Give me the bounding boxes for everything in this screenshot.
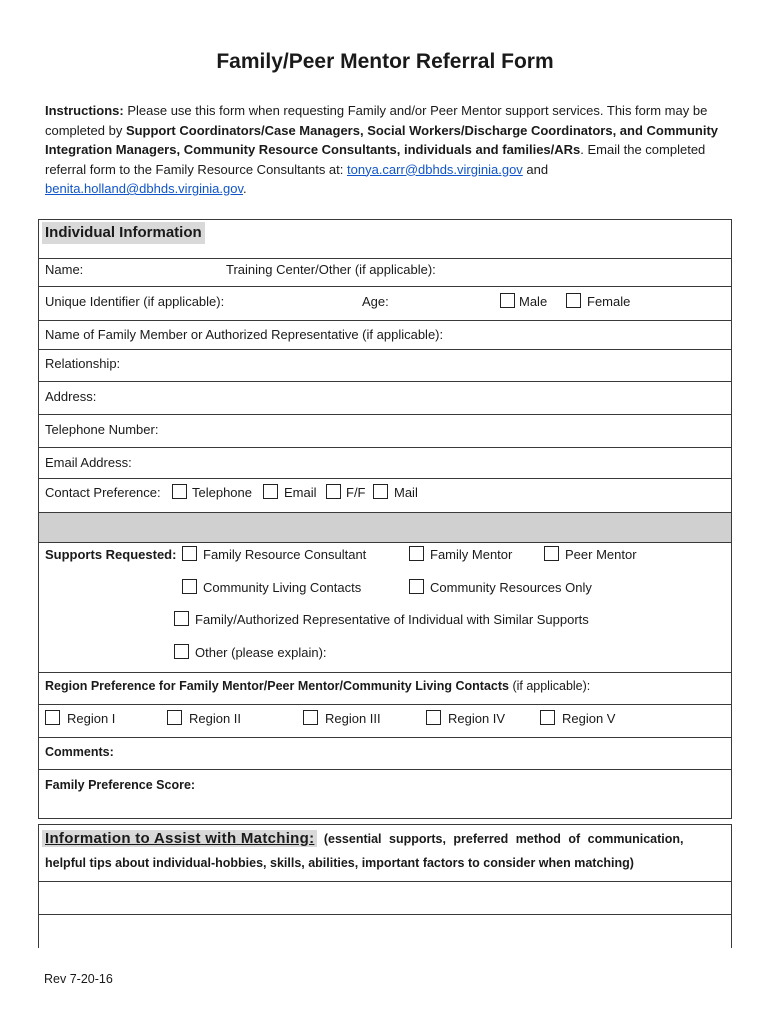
region-3-checkbox[interactable] bbox=[303, 710, 318, 725]
instructions bbox=[45, 101, 735, 199]
family-preference-score-label: Family Preference Score: bbox=[45, 778, 196, 792]
comments-label: Comments: bbox=[45, 745, 114, 759]
family-resource-consultant-checkbox[interactable] bbox=[182, 546, 197, 561]
region-2-label: Region II bbox=[189, 711, 242, 726]
family-resource-consultant-label: Family Resource Consultant bbox=[203, 547, 367, 562]
contact-email-label: Email bbox=[284, 485, 317, 500]
contact-email-checkbox[interactable] bbox=[263, 484, 278, 499]
other-checkbox[interactable] bbox=[174, 644, 189, 659]
email-link-benita[interactable]: benita.holland@dbhds.virginia.gov bbox=[45, 181, 243, 196]
instructions-text-4: . bbox=[242, 181, 247, 196]
similar-supports-label: Family/Authorized Representative of Individual with Similar Supports bbox=[195, 612, 589, 627]
region-1-checkbox[interactable] bbox=[45, 710, 60, 725]
region-preference-suffix: (if applicable): bbox=[508, 679, 591, 693]
community-living-contacts-label: Community Living Contacts bbox=[203, 580, 362, 595]
region-4-label: Region IV bbox=[448, 711, 506, 726]
similar-supports-checkbox[interactable] bbox=[174, 611, 189, 626]
region-3-label: Region III bbox=[325, 711, 381, 726]
contact-ff-checkbox[interactable] bbox=[326, 484, 341, 499]
female-checkbox[interactable] bbox=[566, 293, 581, 308]
unique-identifier-label: Unique Identifier (if applicable): bbox=[45, 294, 225, 309]
training-center-label: Training Center/Other (if applicable): bbox=[226, 262, 436, 277]
contact-mail-label: Mail bbox=[394, 485, 418, 500]
email-address-label: Email Address: bbox=[45, 455, 132, 470]
supports-requested-label: Supports Requested: bbox=[45, 547, 177, 562]
female-label: Female bbox=[587, 294, 631, 309]
other-label: Other (please explain): bbox=[195, 645, 327, 660]
instructions-label: Instructions: bbox=[45, 103, 124, 118]
form-title: Family/Peer Mentor Referral Form bbox=[216, 50, 554, 73]
peer-mentor-label: Peer Mentor bbox=[565, 547, 637, 562]
family-mentor-label: Family Mentor bbox=[430, 547, 513, 562]
region-5-checkbox[interactable] bbox=[540, 710, 555, 725]
community-resources-only-label: Community Resources Only bbox=[430, 580, 592, 595]
family-member-label: Name of Family Member or Authorized Representative (if applicable): bbox=[45, 327, 444, 342]
individual-information-heading: Individual Information bbox=[42, 222, 205, 244]
matching-heading: Information to Assist with Matching: bbox=[42, 830, 317, 847]
peer-mentor-checkbox[interactable] bbox=[544, 546, 559, 561]
separator-row bbox=[39, 513, 731, 542]
region-preference-heading bbox=[45, 678, 590, 694]
revision-footer: Rev 7-20-16 bbox=[44, 972, 113, 986]
telephone-number-label: Telephone Number: bbox=[45, 422, 159, 437]
instructions-roles: Support Coordinators/Case Managers, Social Workers/Discharge Coordinators, and Community Integration Managers, Community Resource Consultants, individuals and families/ARs bbox=[45, 122, 719, 157]
matching-description-2: helpful tips about individual-hobbies, skills, abilities, important factors to consider when matching) bbox=[45, 856, 634, 870]
age-label: Age: bbox=[362, 294, 389, 309]
community-living-contacts-checkbox[interactable] bbox=[182, 579, 197, 594]
contact-telephone-label: Telephone bbox=[192, 485, 252, 500]
region-5-label: Region V bbox=[562, 711, 616, 726]
email-link-tonya[interactable]: tonya.carr@dbhds.virginia.gov bbox=[347, 161, 523, 177]
contact-ff-label: F/F bbox=[346, 485, 366, 500]
address-label: Address: bbox=[45, 389, 97, 404]
community-resources-only-checkbox[interactable] bbox=[409, 579, 424, 594]
contact-mail-checkbox[interactable] bbox=[373, 484, 388, 499]
relationship-label: Relationship: bbox=[45, 356, 121, 371]
male-checkbox[interactable] bbox=[500, 293, 515, 308]
region-2-checkbox[interactable] bbox=[167, 710, 182, 725]
contact-telephone-checkbox[interactable] bbox=[172, 484, 187, 499]
matching-description-1: (essential supports, preferred method of communication, bbox=[323, 832, 684, 846]
contact-preference-label: Contact Preference: bbox=[45, 485, 161, 500]
matching-heading-row bbox=[42, 828, 728, 850]
family-mentor-checkbox[interactable] bbox=[409, 546, 424, 561]
instructions-text-3: and bbox=[522, 161, 549, 177]
region-1-label: Region I bbox=[67, 711, 116, 726]
region-preference-label: Region Preference for Family Mentor/Peer Mentor/Community Living Contacts bbox=[45, 679, 509, 693]
name-label: Name: bbox=[45, 262, 84, 277]
male-label: Male bbox=[519, 294, 548, 309]
instructions-text-2: . Email the completed referral form to the Family Resource Consultants at: bbox=[45, 142, 706, 177]
region-4-checkbox[interactable] bbox=[426, 710, 441, 725]
instructions-text-1: Please use this form when requesting Family and/or Peer Mentor support services. This form may be completed by bbox=[45, 103, 708, 138]
